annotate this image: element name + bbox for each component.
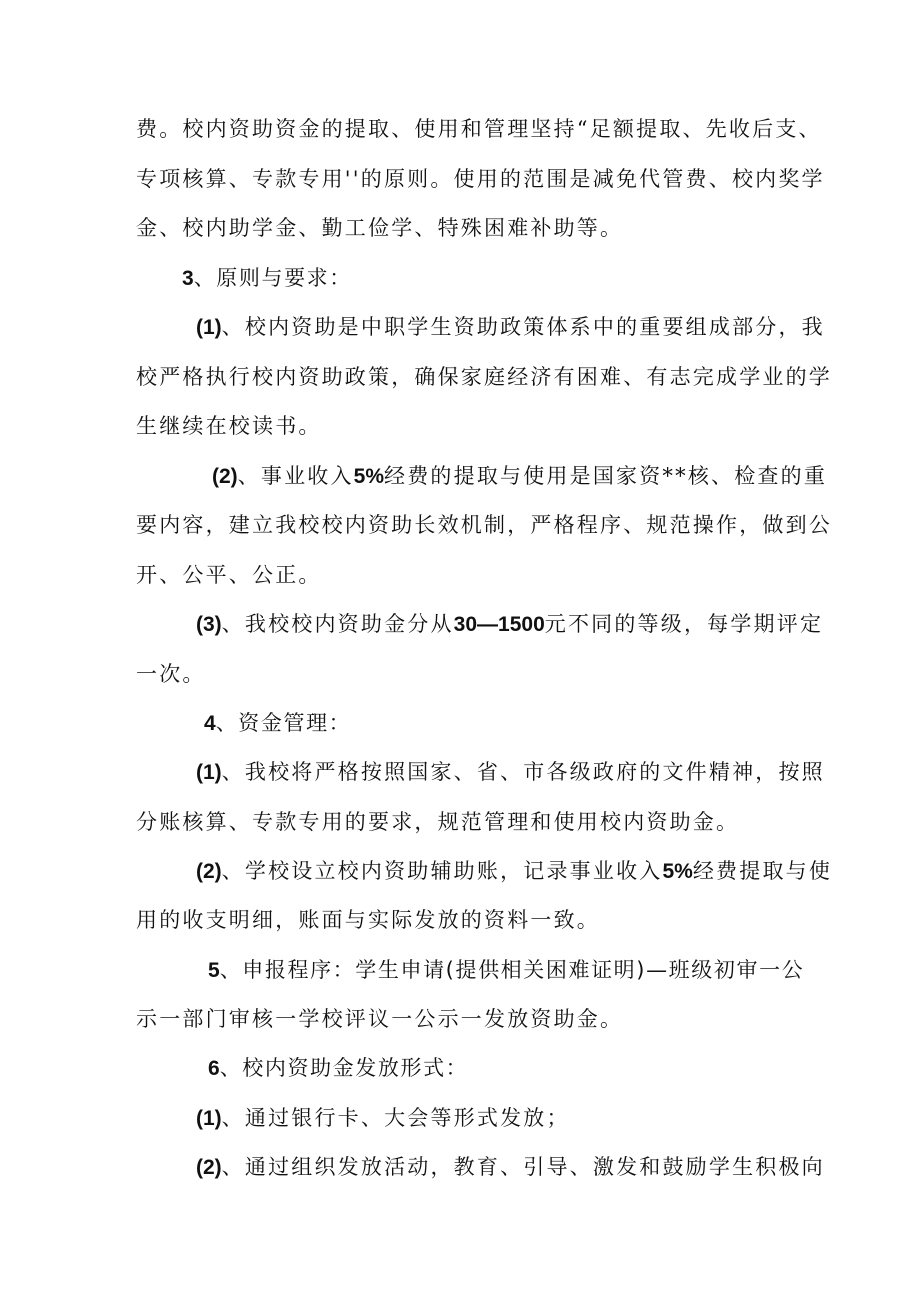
list-item-3-1: (1)、校内资助是中职学生资助政策体系中的重要组成部分，我 <box>196 315 825 339</box>
paragraph-line: 费。校内资助资金的提取、使用和管理坚持“足额提取、先收后支、 <box>136 117 822 141</box>
list-item-6-1: (1)、通过银行卡、大会等形式发放； <box>196 1106 570 1130</box>
section-heading-5: 5、申报程序：学生申请(提供相关困难证明)—班级初审一公 <box>208 958 805 982</box>
list-item-4-2: (2)、学校设立校内资助辅助账，记录事业收入5%经费提取与使 <box>196 859 833 883</box>
paragraph-line: 要内容，建立我校校内资助长效机制，严格程序、规范操作，做到公 <box>136 513 832 537</box>
paragraph-line: 金、校内助学金、勤工俭学、特殊困难补助等。 <box>136 216 624 240</box>
paragraph-line: 生继续在校读书。 <box>136 414 322 438</box>
section-heading-3: 3、原则与要求： <box>182 266 352 290</box>
list-item-4-1: (1)、我校将严格按照国家、省、市各级政府的文件精神，按照 <box>196 760 825 784</box>
list-item-3-3: (3)、我校校内资助金分从30—1500元不同的等级，每学期评定 <box>196 612 824 636</box>
paragraph-line: 一次。 <box>136 662 206 686</box>
paragraph-line: 示一部门审核一学校评议一公示一发放资助金。 <box>136 1007 624 1031</box>
paragraph-line: 开、公平、公正。 <box>136 563 322 587</box>
paragraph-line: 分账核算、专款专用的要求，规范管理和使用校内资助金。 <box>136 810 740 834</box>
section-heading-4: 4、资金管理： <box>204 711 352 735</box>
paragraph-line: 用的收支明细，账面与实际发放的资料一致。 <box>136 908 600 932</box>
paragraph-line: 专项核算、专款专用''的原则。使用的范围是减免代管费、校内奖学 <box>136 167 825 191</box>
paragraph-line: 校严格执行校内资助政策，确保家庭经济有困难、有志完成学业的学 <box>136 365 832 389</box>
list-item-3-2: (2)、事业收入5%经费的提取与使用是国家资**核、检查的重 <box>212 464 828 488</box>
list-item-6-2: (2)、通过组织发放活动，教育、引导、激发和鼓励学生积极向 <box>196 1155 825 1179</box>
section-heading-6: 6、校内资助金发放形式： <box>208 1056 469 1080</box>
